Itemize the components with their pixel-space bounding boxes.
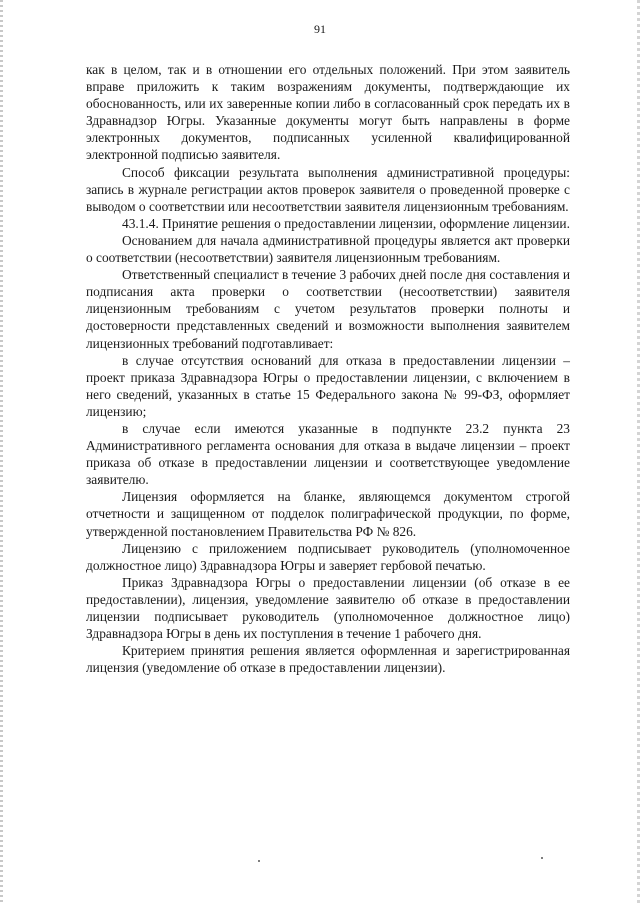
paragraph: Лицензия оформляется на бланке, являющемся документом строгой отчетности и защищенном от подделок полиграфической продукции, по форме, утвержденной постановлением Правительства РФ № 826. [86, 489, 570, 539]
scan-edge-left [0, 0, 3, 905]
document-body [86, 61, 570, 676]
paragraph: в случае отсутствия оснований для отказа в предоставлении лицензии – проект приказа Здравнадзора Югры о предоставлении лицензии, с включением в него сведений, указанных в статье 15 Федерального закона № 99-ФЗ, оформляет лицензию; [86, 352, 570, 419]
paragraph: Лицензию с приложением подписывает руководитель (уполномоченное должностное лицо) Здравнадзора Югры и заверяет гербовой печатью. [86, 540, 570, 573]
paragraph: Приказ Здравнадзора Югры о предоставлении лицензии (об отказе в ее предоставлении), лицензия, уведомление заявителю об отказе в предоставлении лицензии подписывает руководитель (уполномоченное должностное лицо) Здравнадзора Югры в день их поступления в течение 1 рабочего дня. [86, 574, 570, 642]
page-number: 91 [314, 22, 326, 36]
section-heading: 43.1.4. Принятие решения о предоставлении лицензии, оформление лицензии. [122, 215, 570, 231]
paragraph: Ответственный специалист в течение 3 рабочих дней после дня составления и подписания акта проверки о соответствии (несоответствии) заявителя лицензионным требованиям с учетом результатов проверки полноты и достоверности представленных сведений и возможности выполнения заявителем лицензионных требований подготавливает: [86, 267, 570, 351]
paragraph: Основанием для начала административной процедуры является акт проверки о соответствии (несоответствии) заявителя лицензионным требованиям. [86, 232, 570, 266]
scan-speck [258, 860, 260, 862]
paragraph: как в целом, так и в отношении его отдельных положений. При этом заявитель вправе приложить к таким возражениям документы, подтверждающие их обоснованность, или их заверенные копии либо в согласованный срок передать их в Здравнадзор Югры. Указанные документы могут быть направлены в форме электронных документов, подписанных усиленной квалифицированной электронной подписью заявителя. [86, 62, 570, 163]
paragraph: Способ фиксации результата выполнения административной процедуры: запись в журнале регистрации актов проверок заявителя о проведенной проверке с выводом о соответствии или несоответствии заявителя лицензионным требованиям. [86, 164, 570, 214]
paragraph: Критерием принятия решения является оформленная и зарегистрированная лицензия (уведомление об отказе в предоставлении лицензии). [86, 643, 570, 676]
paragraph: в случае если имеются указанные в подпункте 23.2 пункта 23 Административного регламента основания для отказа в выдаче лицензии – проект приказа об отказе в предоставлении лицензии и соответствующее уведомление заявителю. [86, 420, 570, 488]
scan-speck [541, 857, 543, 859]
